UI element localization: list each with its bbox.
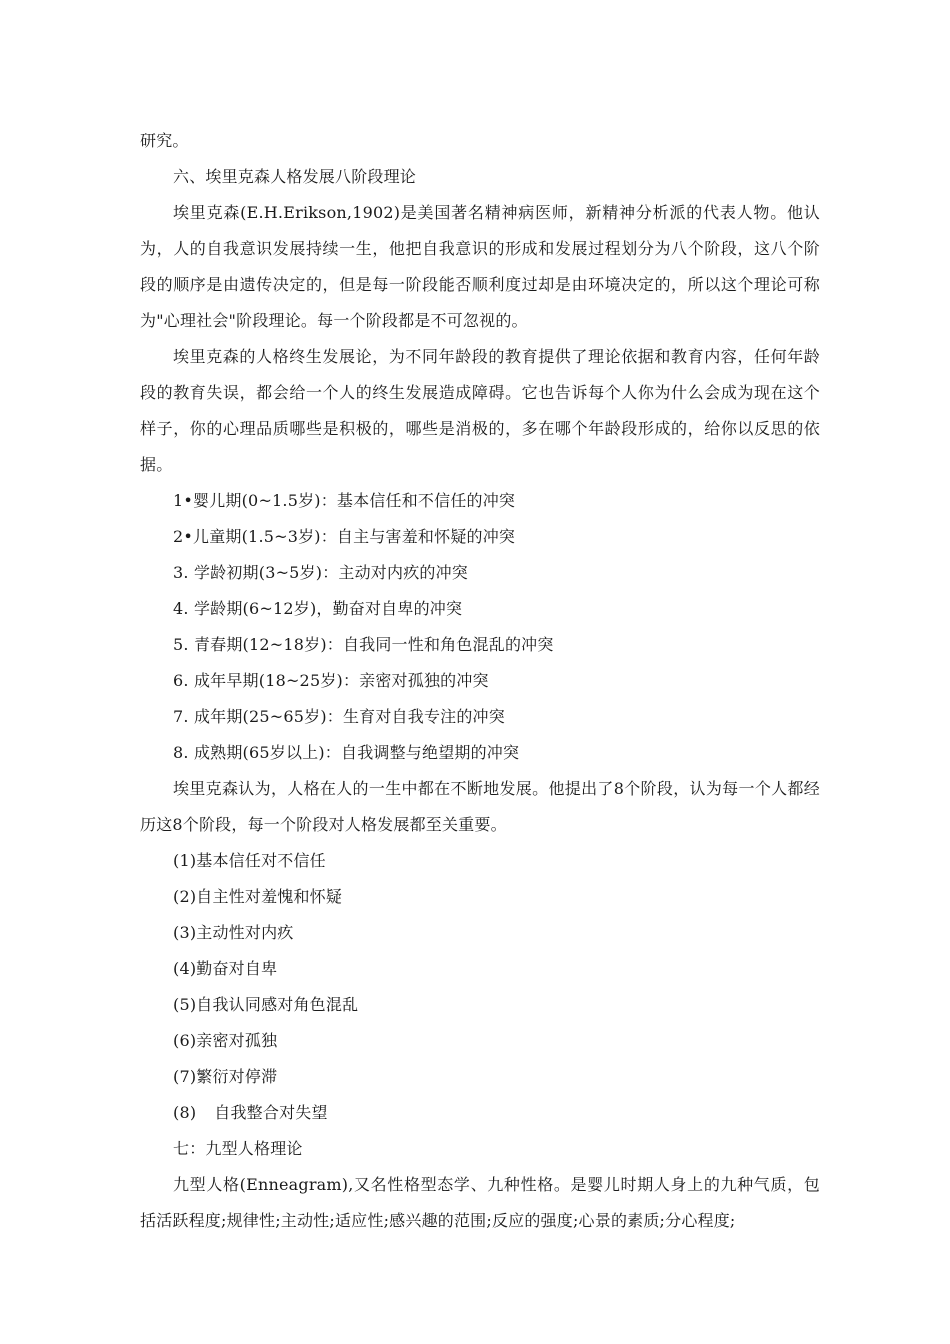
section-heading-6: 六、埃里克森人格发展八阶段理论 [173,167,417,186]
paragraph-erikson-significance: 埃里克森的人格终生发展论，为不同年龄段的教育提供了理论依据和教育内容，任何年龄段的教育失误，都会给一个人的终生发展造成障碍。它也告诉每个人你为什么会成为现在这个样子，你的心理品质哪些是积极的，哪些是消极的，多在哪个年龄段形成的，给你以反思的依据。 [140,347,820,474]
list-item: (1)基本信任对不信任 [173,851,326,870]
list-item: (2)自主性对羞愧和怀疑 [173,887,343,906]
list-item [140,1095,820,1131]
list-item: 5. 青春期(12~18岁)：自我同一性和角色混乱的冲突 [173,635,554,654]
stage-list [140,483,820,771]
conflict-list [140,843,820,1131]
paragraph-enneagram: 九型人格(Enneagram),又名性格型态学、九种性格。是婴儿时期人身上的九种气质，包括活跃程度;规律性;主动性;适应性;感兴趣的范围;反应的强度;心景的素质;分心程度; [140,1175,820,1230]
list-item: 6. 成年早期(18~25岁)：亲密对孤独的冲突 [173,671,489,690]
paragraph-eight-stages: 埃里克森认为，人格在人的一生中都在不断地发展。他提出了8个阶段，认为每一个人都经历这8个阶段，每一个阶段对人格发展都至关重要。 [140,779,820,834]
paragraph-erikson-intro: 埃里克森(E.H.Erikson,1902)是美国著名精神病医师，新精神分析派的代表人物。他认为，人的自我意识发展持续一生，他把自我意识的形成和发展过程划分为八个阶段，这八个阶段的顺序是由遗传决定的，但是每一阶段能否顺利度过却是由环境决定的，所以这个理论可称为"心理社会"阶段理论。每一个阶段都是不可忽视的。 [140,203,820,330]
list-item: 4. 学龄期(6~12岁)，勤奋对自卑的冲突 [173,599,463,618]
list-item: (3)主动性对内疚 [173,923,294,942]
list-item-text: 自我整合对失望 [214,1103,328,1122]
document-page [140,123,820,1239]
list-item-number: (8) [173,1103,197,1122]
list-item: 8. 成熟期(65岁以上)：自我调整与绝望期的冲突 [173,743,520,762]
list-item: 7. 成年期(25~65岁)：生育对自我专注的冲突 [173,707,505,726]
list-item: (7)繁衍对停滞 [173,1067,278,1086]
section-heading-7: 七：九型人格理论 [173,1139,303,1158]
list-item: (6)亲密对孤独 [173,1031,278,1050]
list-item: 3. 学龄初期(3~5岁)：主动对内疚的冲突 [173,563,469,582]
list-item: 2•儿童期(1.5~3岁)：自主与害羞和怀疑的冲突 [173,527,516,546]
list-item: (4)勤奋对自卑 [173,959,278,978]
list-item: 1•婴儿期(0~1.5岁)：基本信任和不信任的冲突 [173,491,516,510]
intro-tail: 研究。 [140,131,189,150]
list-item: (5)自我认同感对角色混乱 [173,995,359,1014]
